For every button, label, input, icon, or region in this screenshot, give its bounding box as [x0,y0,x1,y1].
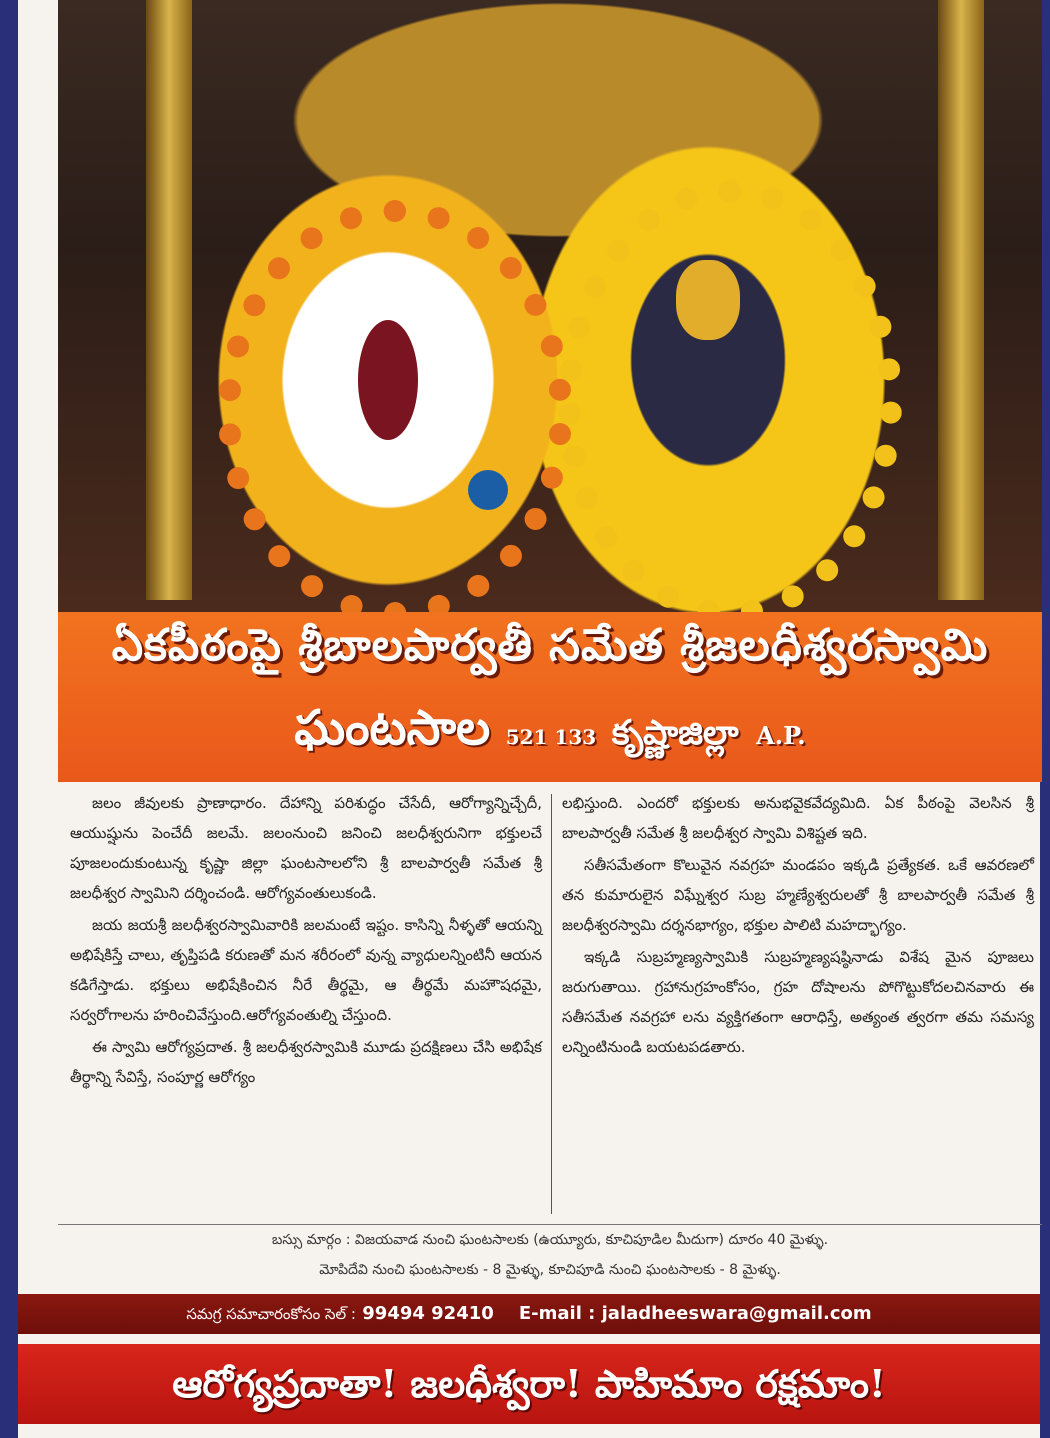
headline: ఏకపీఠంపై శ్రీబాలపార్వతీ సమేత శ్రీజలధీశ్వరస్వామి [111,620,989,671]
paragraph: సతీసమేతంగా కొలువైన నవగ్రహ మండపం ఇక్కడి ప్రత్యేకత. ఒకే ఆవరణలో తన కుమారులైన విఘ్నేశ్వర సుబ్ర హ్మణ్యేశ్వరులతో శ్రీ బాలపార్వతీ సమేత శ్రీ జలధీశ్వరస్వామి దర్శనభాగ్యం, భక్తుల పాలిటి మహద్భాగ్యం. [562,856,1034,934]
state-name: A.P. [756,721,806,750]
contact-strip [18,1294,1040,1334]
article-column-right [562,788,1034,1220]
title-banner [58,612,1042,782]
slogan-banner: ఆరోగ్యప్రదాతా! జలధీశ్వరా! పాహిమాం రక్షమాం! [18,1344,1040,1424]
paragraph: జయ జయశ్రీ జలధీశ్వరస్వామివారికి జలమంటే ఇష్టం. కాసిన్ని నీళ్ళతో ఆయన్ని అభిషేకిస్తే చాలు, తృప్తిపడి కరుణతో మన శరీరంలో వున్న వ్యాధులన్నింటినీ ఆయన కడిగేస్తాడు. భక్తులు అభిషేకించిన నీరే తీర్థమై, ఆ తీర్థమే మహౌషధమై, సర్వరోగాలను హరించివేస్తుంది.ఆరోగ్యవంతుల్ని చేస్తుంది. [70,916,542,1024]
paragraph: ఈ స్వామి ఆరోగ్యప్రదాత. శ్రీ జలధీశ్వరస్వామికి మూడు ప్రదక్షిణలు చేసి అభిషేక తీర్థాన్ని సేవిస్తే, సంపూర్ణ ఆరోగ్యం [70,1038,542,1086]
travel-info [58,1224,1042,1291]
place-name: ఘంటసాల [294,700,491,756]
temple-deity-photo [58,0,1042,612]
goddess-face [676,260,740,340]
brass-pillar [146,0,192,600]
paragraph: ఇక్కడి సుబ్రహ్మణ్యస్వామికి సుబ్రహ్మణ్యషష్ఠినాడు విశేష మైన పూజలు జరుగుతాయి. గ్రహానుగ్రహంకోసం, గ్రహ దోషాలను పోగొట్టుకోదలచినవారు ఈ సతీసమేత నవగ్రహా లను వ్యక్తిగతంగా ఆరాధిస్తే, అత్యంత త్వరగా తమ సమస్య లన్నింటినుండి బయటపడతారు. [562,948,1034,1056]
column-divider [551,794,552,1214]
phone-number: 99494 92410 [362,1303,494,1324]
email-label: E-mail : [518,1303,596,1324]
location-line [58,700,1042,768]
article-body [70,788,1042,1220]
lingam-tilak [358,320,418,440]
pincode: 521 133 [505,725,597,749]
email-address: jaladheeswara@gmail.com [601,1303,872,1324]
brass-pillar [938,0,984,600]
district-name: కృష్ణాజిల్లా [611,713,739,753]
flower-garland [558,180,902,612]
travel-line: బస్సు మార్గం : విజయవాడ నుంచి ఘంటసాలకు (ఉయ్యూరు, కూచిపూడిల మీదుగా) దూరం 40 మైళ్ళు. [271,1232,829,1248]
offering-pot [468,470,508,510]
travel-line: మోపిదేవి నుంచి ఘంటసాలకు - 8 మైళ్ళు, కూచిపూడి నుంచి ఘంటసాలకు - 8 మైళ్ళు. [319,1262,781,1278]
paragraph: లభిస్తుంది. ఎందరో భక్తులకు అనుభవైకవేద్యమిది. ఏక పీఠంపై వెలసిన శ్రీ బాలపార్వతీ సమేత శ్రీ జలధీశ్వర స్వామి విశిష్టత ఇది. [562,794,1034,842]
newspaper-page [18,0,1040,1438]
article-column-left [70,788,542,1220]
paragraph: జలం జీవులకు ప్రాణాధారం. దేహాన్ని పరిశుద్ధం చేసేదీ, ఆరోగ్యాన్నిచ్చేదీ, ఆయుష్షును పెంచేదీ జలమే. జలంనుంచి జనించి జలధీశ్వరునిగా భక్తులచే పూజలందుకుంటున్న కృష్ణా జిల్లా ఘంటసాలలోని శ్రీ బాలపార్వతీ సమేత శ్రీ జలధీశ్వర స్వామిని దర్శించండి. ఆరోగ్యవంతులుకండి. [70,794,542,902]
contact-label: సమగ్ర సమాచారంకోసం సెల్ : [186,1305,356,1323]
